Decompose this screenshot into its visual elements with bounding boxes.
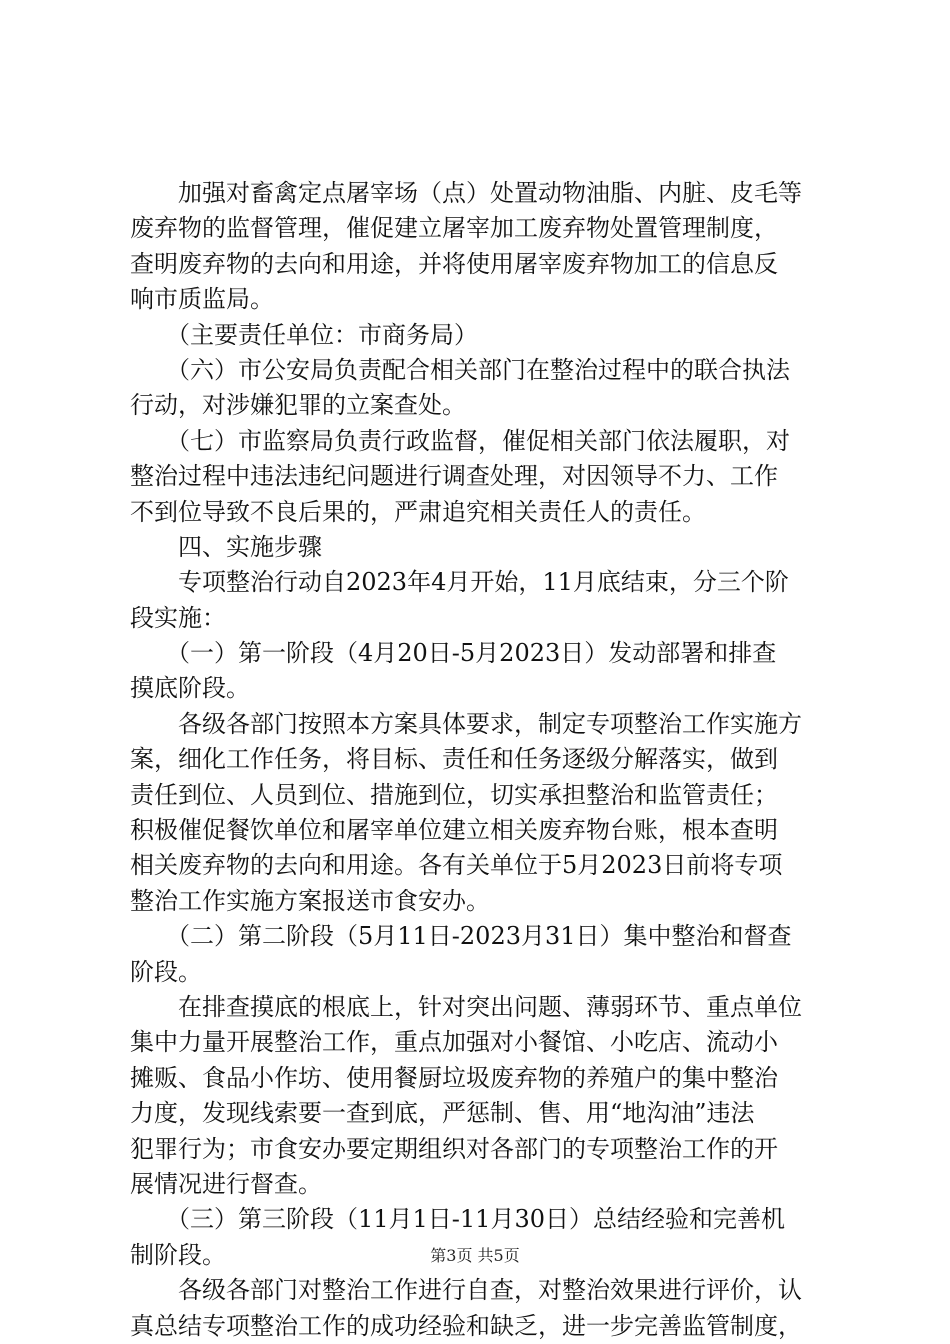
text-line: 相关废弃物的去向和用途。各有关单位于5月2023日前将专项 (130, 851, 783, 880)
text-line: 案，细化工作任务，将目标、责任和任务逐级分解落实，做到 (130, 745, 778, 774)
text-line: 各级各部门按照本方案具体要求，制定专项整治工作实施方 (130, 709, 802, 738)
text-line: 摸底阶段。 (130, 674, 250, 703)
text-line: 真总结专项整治工作的成功经验和缺乏，进一步完善监管制度， (130, 1311, 802, 1340)
text-line: 各级各部门对整治工作进行自查，对整治效果进行评价，认 (130, 1276, 802, 1305)
text-line: 摊贩、食品小作坊、使用餐厨垃圾废弃物的养殖户的集中整治 (130, 1063, 778, 1092)
document-body (130, 176, 836, 1344)
text-line: 段实施： (130, 603, 226, 632)
text-line: （主要责任单位：市商务局） (130, 320, 478, 349)
text-line: 犯罪行为；市食安办要定期组织对各部门的专项整治工作的开 (130, 1134, 778, 1163)
text-line: 阶段。 (130, 957, 202, 986)
text-line: 废弃物的监督管理，催促建立屠宰加工废弃物处置管理制度， (130, 214, 778, 243)
text-line: 整治过程中违法违纪问题进行调查处理，对因领导不力、工作 (130, 462, 778, 491)
text-line: 制阶段。 (130, 1240, 226, 1269)
text-line: 积极催促餐饮单位和屠宰单位建立相关废弃物台账，根本查明 (130, 816, 778, 845)
text-line: 在排查摸底的根底上，针对突出问题、薄弱环节、重点单位 (130, 992, 802, 1021)
text-line: 行动，对涉嫌犯罪的立案查处。 (130, 391, 466, 420)
text-line: 展情况进行督查。 (130, 1169, 322, 1198)
text-line: 加强对畜禽定点屠宰场（点）处置动物油脂、内脏、皮毛等 (130, 179, 802, 207)
text-line: 集中力量开展整治工作，重点加强对小餐馆、小吃店、流动小 (130, 1028, 778, 1057)
text-line: （一）第一阶段（4月20日-5月2023日）发动部署和排查 (130, 639, 777, 668)
text-line: 查明废弃物的去向和用途，并将使用屠宰废弃物加工的信息反 (130, 249, 778, 278)
text-line: 四、实施步骤 (130, 532, 322, 561)
text-line: 力度，发现线索要一查到底，严惩制、售、用“地沟油”违法 (130, 1099, 755, 1128)
text-line: 整治工作实施方案报送市食安办。 (130, 886, 490, 915)
page-footer: 第3页 共5页 (430, 1246, 520, 1265)
text-line: （二）第二阶段（5月11日-2023月31日）集中整治和督查 (130, 922, 792, 951)
text-line: 不到位导致不良后果的，严肃追究相关责任人的责任。 (130, 497, 706, 526)
text-line: 响市质监局。 (130, 285, 274, 314)
text-line: （七）市监察局负责行政监督，催促相关部门依法履职，对 (130, 426, 790, 455)
text-line: 专项整治行动自2023年4月开始，11月底结束，分三个阶 (130, 568, 789, 597)
text-line: （三）第三阶段（11月1日-11月30日）总结经验和完善机 (130, 1205, 785, 1234)
text-line: 责任到位、人员到位、措施到位，切实承担整治和监管责任； (130, 780, 778, 809)
text-line: （六）市公安局负责配合相关部门在整治过程中的联合执法 (130, 355, 790, 384)
